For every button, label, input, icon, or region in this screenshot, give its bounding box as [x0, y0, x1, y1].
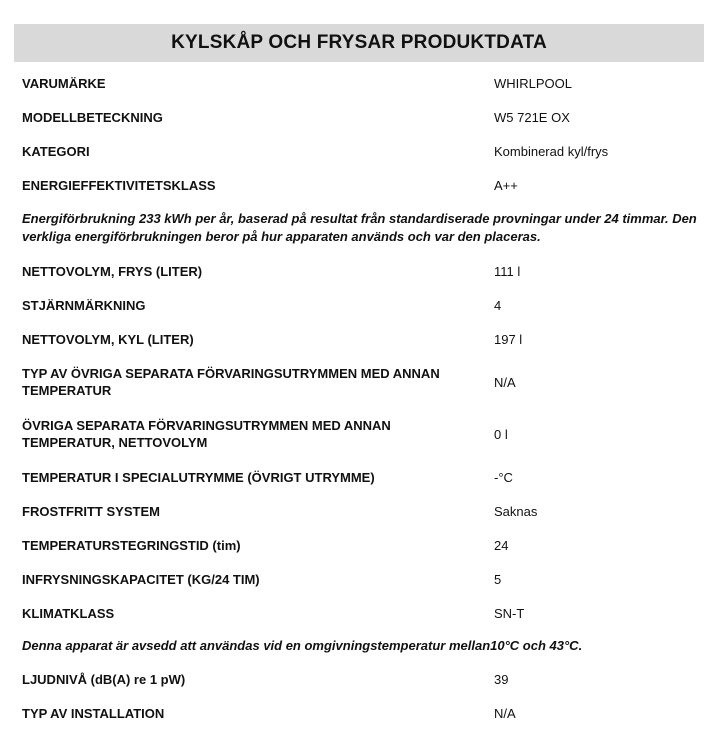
row-frost-free: [14, 494, 704, 528]
row-label: KATEGORI: [22, 143, 90, 159]
row-energy-class: [14, 168, 704, 202]
row-model: [14, 100, 704, 134]
row-value: 111 l: [494, 263, 521, 279]
row-other-compartment-type: [14, 356, 704, 408]
row-label: ÖVRIGA SEPARATA FÖRVARINGSUTRYMMEN MED ANNAN TEMPERATUR, NETTOVOLYM: [22, 418, 391, 450]
row-value: SN-T: [494, 605, 525, 621]
row-net-volume-freezer: [14, 254, 704, 288]
climate-note: Denna apparat är avsedd att användas vid en omgivningstemperatur mellan10°C och 43°C.: [22, 638, 583, 653]
row-category: [14, 134, 704, 168]
row-label: KLIMATKLASS: [22, 605, 115, 621]
sheet-title: KYLSKÅP OCH FRYSAR PRODUKTDATA: [14, 24, 704, 62]
row-freezing-capacity: [14, 562, 704, 596]
row-value: -°C: [494, 469, 513, 485]
row-label: MODELLBETECKNING: [22, 109, 163, 125]
row-label: STJÄRNMÄRKNING: [22, 297, 146, 313]
row-label: TYP AV ÖVRIGA SEPARATA FÖRVARINGSUTRYMMEN MED ANNAN TEMPERATUR: [22, 366, 440, 398]
row-value: W5 721E OX: [494, 109, 570, 125]
row-brand: [14, 66, 704, 100]
row-other-compartment-volume: [14, 408, 704, 460]
energy-consumption-note: Energiförbrukning 233 kWh per år, baserad på resultat från standardiserade provningar under 24 timmar. Den verkliga energiförbrukningen beror på hur apparaten används och var den placeras.: [22, 211, 697, 244]
row-value: N/A: [494, 374, 516, 390]
row-label: ENERGIEFFEKTIVITETSKLASS: [22, 177, 216, 193]
row-special-compartment-temp: [14, 460, 704, 494]
row-temperature-rise-time: [14, 528, 704, 562]
row-value: 24: [494, 537, 509, 553]
row-label: NETTOVOLYM, FRYS (LITER): [22, 263, 203, 279]
row-noise-level: [14, 662, 704, 696]
row-value: 39: [494, 671, 509, 687]
row-label: NETTOVOLYM, KYL (LITER): [22, 331, 194, 347]
data-rows: [14, 66, 704, 730]
row-value: WHIRLPOOL: [494, 75, 573, 91]
row-value: N/A: [494, 705, 516, 721]
row-value: 0 l: [494, 426, 508, 442]
row-label: VARUMÄRKE: [22, 75, 106, 91]
row-value: A++: [494, 177, 518, 193]
row-label: INFRYSNINGSKAPACITET (KG/24 TIM): [22, 571, 260, 587]
row-climate-class: [14, 596, 704, 630]
row-value: 5: [494, 571, 502, 587]
row-installation-type: [14, 696, 704, 730]
row-value: 197 l: [494, 331, 523, 347]
row-value: Saknas: [494, 503, 538, 519]
row-value: 4: [494, 297, 502, 313]
row-label: LJUDNIVÅ (dB(A) re 1 pW): [22, 671, 186, 687]
row-label: TEMPERATURSTEGRINGSTID (tim): [22, 537, 241, 553]
row-label: FROSTFRITT SYSTEM: [22, 503, 160, 519]
row-star-rating: [14, 288, 704, 322]
row-value: Kombinerad kyl/frys: [494, 143, 609, 159]
row-label: TYP AV INSTALLATION: [22, 705, 165, 721]
row-label: TEMPERATUR I SPECIALUTRYMME (ÖVRIGT UTRYMME): [22, 469, 375, 485]
row-net-volume-fridge: [14, 322, 704, 356]
